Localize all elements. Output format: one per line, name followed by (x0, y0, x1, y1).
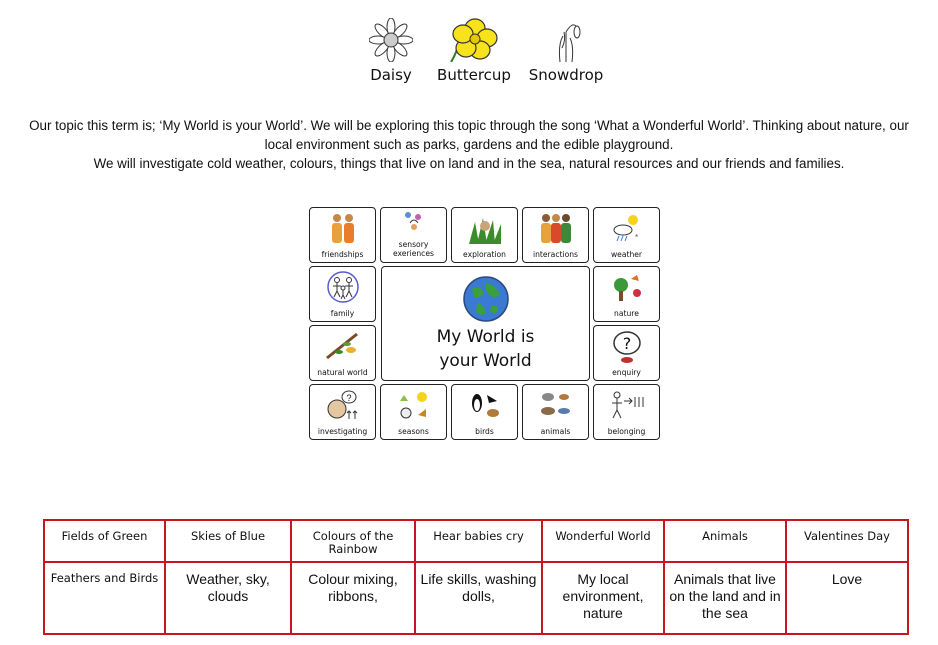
topic-cell: Feathers and Birds (44, 562, 165, 634)
topic-header: Hear babies cry (415, 520, 542, 562)
symbol-label: interactions (532, 250, 579, 259)
explore-icon (465, 212, 505, 244)
topic-cell: Life skills, washing dolls, (415, 562, 542, 634)
intro-line-1: Our topic this term is; ‘My World is your World’. We will be exploring this topic through the song ‘What a Wonderful World’. Thinking about nature, our local environment such as parks, gardens and the edible playground. (29, 118, 909, 152)
symbol-label: enquiry (612, 368, 641, 377)
topic-cell: My local environment, nature (542, 562, 664, 634)
symbol-cell-seasons (380, 384, 447, 440)
topic-cell: Animals that live on the land and in the sea (664, 562, 786, 634)
topic-cell: Colour mixing, ribbons, (291, 562, 415, 634)
symbol-label: family (330, 309, 355, 318)
topic-header: Skies of Blue (165, 520, 291, 562)
question-icon (607, 330, 647, 364)
animals-icon (536, 389, 576, 421)
belonging-icon (607, 389, 647, 421)
svg-text:*: * (634, 233, 638, 242)
topic-header: Animals (664, 520, 786, 562)
topics-header-row (44, 520, 908, 562)
intro-line-2: We will investigate cold weather, colours, things that live on land and in the sea, natural resources and our friends and families. (93, 156, 845, 171)
senses-icon (394, 209, 434, 233)
branch-icon (323, 330, 363, 362)
symbol-cell-birds (451, 384, 518, 440)
seasons-icon (394, 389, 434, 421)
symbol-label: natural world (317, 368, 368, 377)
symbol-cell-exploration (451, 207, 518, 263)
symbol-label: investigating (317, 427, 368, 436)
topic-header: Colours of the Rainbow (291, 520, 415, 562)
symbol-cell-interactions (522, 207, 589, 263)
symbol-grid (309, 207, 662, 441)
topic-center-title (382, 325, 589, 373)
symbol-label: birds (475, 427, 494, 436)
symbol-label: belonging (607, 427, 646, 436)
symbol-label: friendships (321, 250, 364, 259)
symbol-cell-animals (522, 384, 589, 440)
flower-label: Buttercup (437, 66, 511, 84)
globe-icon (462, 275, 510, 323)
center-title-line-2: your World (439, 351, 532, 371)
topic-center-box (381, 266, 590, 381)
symbol-label: seasons (398, 427, 429, 436)
birds-icon (465, 389, 505, 421)
svg-text:?: ? (622, 334, 631, 353)
flower-buttercup (434, 18, 514, 84)
topics-table (43, 519, 909, 635)
topic-intro (20, 116, 918, 173)
symbol-label: exploration (463, 250, 506, 259)
topic-header: Wonderful World (542, 520, 664, 562)
people-icon (323, 212, 363, 244)
symbol-label: animals (540, 427, 571, 436)
symbol-cell-weather (593, 207, 660, 263)
symbol-cell-family (309, 266, 376, 322)
topics-content-row (44, 562, 908, 634)
weather-icon (607, 212, 647, 244)
nature-icon (607, 271, 647, 303)
flower-label: Daisy (370, 66, 412, 84)
flower-daisy (366, 18, 416, 84)
topic-header: Fields of Green (44, 520, 165, 562)
symbol-cell-enquiry (593, 325, 660, 381)
topic-cell: Weather, sky, clouds (165, 562, 291, 634)
symbol-label: nature (614, 309, 639, 318)
symbol-cell-friendships (309, 207, 376, 263)
symbol-cell-belonging (593, 384, 660, 440)
symbol-cell-nature (593, 266, 660, 322)
family-icon (323, 271, 363, 305)
topic-header: Valentines Day (786, 520, 908, 562)
flower-label: Snowdrop (528, 66, 604, 84)
flower-symbols (0, 18, 938, 98)
symbol-cell-natural-world (309, 325, 376, 381)
daisy-icon (369, 18, 413, 62)
interact-icon (534, 212, 578, 244)
snowdrop-icon (546, 18, 586, 62)
topic-cell: Love (786, 562, 908, 634)
symbol-label: sensory exeriences (393, 240, 434, 258)
symbol-cell-sensory (380, 207, 447, 263)
buttercup-icon (445, 18, 503, 62)
flower-snowdrop (524, 18, 608, 84)
center-title-line-1: My World is (436, 327, 535, 347)
investigate-icon (323, 389, 363, 421)
svg-text:?: ? (345, 393, 352, 403)
symbol-label: weather (610, 250, 643, 259)
symbol-cell-investigating (309, 384, 376, 440)
